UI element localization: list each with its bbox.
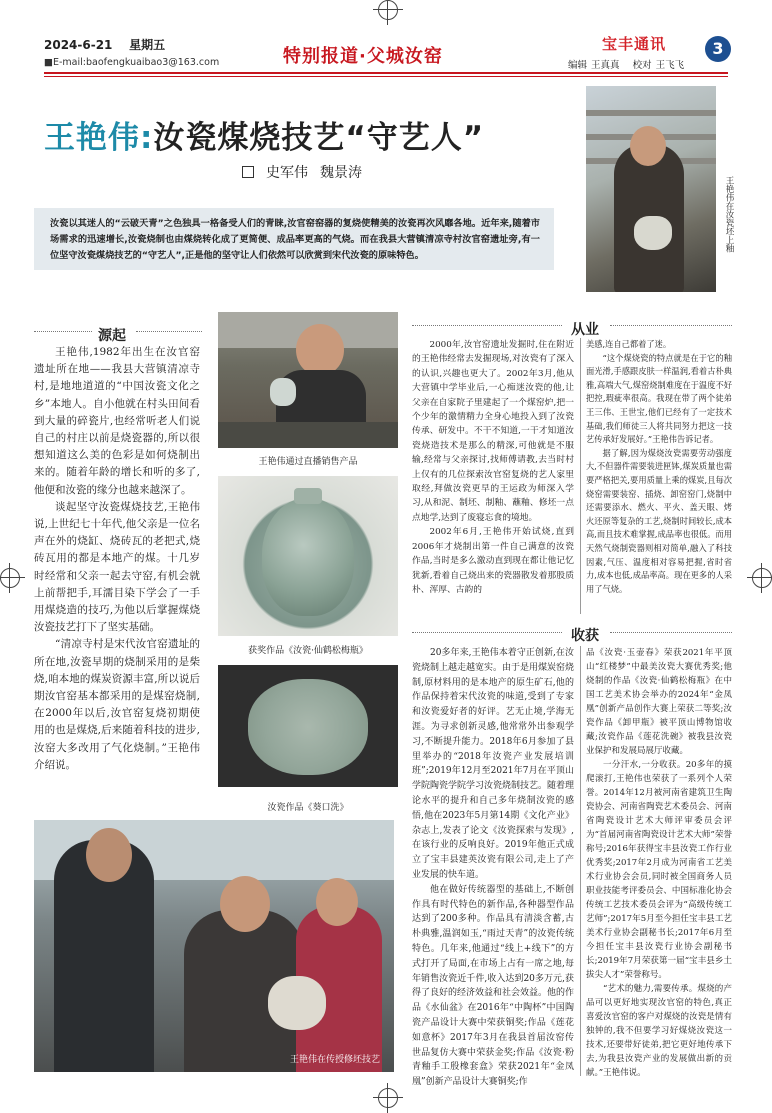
page-number-badge: 3: [705, 36, 731, 62]
caption-photo3: 汝瓷作品《葵口洗》: [267, 803, 349, 813]
hero-photo: [586, 86, 716, 292]
divider: [412, 632, 562, 633]
headline: 王艳伟:汝瓷煤烧技艺“守艺人”: [44, 120, 485, 156]
registration-mark: [0, 568, 20, 588]
photo-livestream: [218, 312, 398, 448]
heading-harvest: 收获: [571, 628, 599, 644]
caption-photo1: 王艳伟通过直播销售产品: [258, 457, 358, 467]
registration-mark: [752, 568, 772, 588]
byline: 史军伟 魏景涛: [242, 162, 374, 182]
divider: [136, 331, 202, 332]
byline-box-icon: [242, 166, 254, 178]
heading-origin: 源起: [98, 328, 126, 344]
divider: [610, 632, 732, 633]
photo-teaching: [34, 820, 394, 1072]
contact-email: ■E-mail:baofengkuaibao3@163.com: [44, 57, 220, 68]
divider: [412, 325, 562, 326]
practice-text-col-a: 2000年,汝官窑遗址发掘时,住在附近的王艳伟经常去发掘现场,对汝瓷有了深入的认识,兴趣也更大了。2002年3月,他从大营镇中学毕业后,一心痴迷汝瓷的他,让父亲在自家院子里建起了一个煤窑炉,把一个少年的激情精力全身心地投入到了汝瓷传承、研发中。不干不知道,一干才知道汝瓷烧造技术是那么的精深,可他就是不服输,经常与父亲探讨,找师傅请教,去当时村上仅有的几位探索汝官窑复烧的艺人家里取经,拜做汝瓷更早的王运政为师深入学习,从和泥、制坯、制釉、蘸釉、修坯一点点地学,达到了废寝忘食的境地。 2002年6月,王艳伟开始试烧,直到2006年才烧制出第一件自己满意的汝瓷作品,当时是多么激动直到现在都让他记忆犹新,看着自己烧出来的瓷器散发着那股质朴、浑厚、古韵的: [412, 340, 574, 595]
divider: [610, 325, 732, 326]
harvest-text-col-b: 品《汝瓷·玉壶春》荣获2021年平顶山“红楼梦”中最美汝瓷大赛优秀奖;他烧制的作品《汝瓷·仙鹤松梅瓶》在中国工艺美术协会举办的2024年“金凤凰”创新产品创作大赛上荣获二等奖;汝瓷作品《卸甲瓶》被平顶山博物馆收藏;汝瓷作品《莲花洗碗》被我县汝瓷业保护和发展局展厅收藏。 一分汗水,一分收获。20多年的摸爬滚打,王艳伟也荣获了一系列个人荣誉。2014年12月被河南省建筑卫生陶瓷协会、河南省陶瓷艺术委员会、河南省陶瓷设计艺术大师评审委员会评为“首届河南省陶瓷设计艺术大师”荣誉称号;2016年获得宝丰县汝瓷工作行业优秀奖;2017年2月成为河南省工艺美术行业协会会员,同时被全国商务人员职业技能考评委员会、中国标准化协会传统工艺技术委员会评为“高级传统工艺师”;2017年5月至今担任宝丰县工艺美术行业协会副秘书长;2017年6月至今担任宝丰县汝瓷行业协会副秘书长;2019年7月荣获第一届“宝丰县乡土拔尖人才”荣誉称号。 “艺术的魅力,需要传承。煤烧的产品可以更好地实现汝官窑的特色,真正喜爱汝官窑的客户对煤烧的汝瓷是情有独钟的,我不但要学习好煤烧汝瓷这一技术,还要带好徒弟,把它更好地传承下去,为我县汝瓷产业的发展做出新的贡献。”王艳伟说。: [586, 648, 732, 1078]
heading-practice: 从业: [571, 322, 599, 338]
header-rule-thin: [44, 76, 728, 77]
intro-text: 汝瓷以其迷人的“云破天青”之色独具一格备受人们的青睐,汝官窑窑器的复烧使精美的汝瓷再次风靡各地。近年来,随着市场需求的迅速增长,汝瓷烧制也由煤烧转化成了更简便、成品率更高的气烧。而在我县大营镇清凉寺村汝官窑遗址旁,有一位坚守汝瓷煤烧技艺的“守艺人”,正是他的坚守让人们依然可以欣赏到宋代汝瓷的原味特色。: [50, 218, 540, 261]
caption-photo2: 获奖作品《汝瓷·仙鹤松梅瓶》: [248, 646, 368, 656]
registration-mark: [378, 1088, 398, 1108]
photo-vase: [218, 476, 398, 636]
column-separator: [580, 338, 581, 614]
hero-caption: 王艳伟在汝瓷坯上釉: [724, 176, 734, 253]
photo-bowl: [218, 665, 398, 787]
masthead-logo: 宝丰通讯: [602, 35, 667, 53]
registration-mark: [378, 0, 398, 20]
origin-text: 王艳伟,1982年出生在汝官窑遗址所在地——我县大营镇清凉寺村,是地地道道的“中国汝瓷文化之乡”本地人。自小他就在村头田间看到大量的碎瓷片,也经常听老人们说自己的村庄以前是烧瓷器的,所以很想知道这么美的色彩是如何烧制出来的。随着年龄的增长和听的多了,他便和汝瓷的缘分也越来越深了。 谈起坚守汝瓷煤烧技艺,王艳伟说,上世纪七十年代,他父亲是一位名声在外的烧缸、烧砖瓦的老把式,烧砖瓦用的都是本地产的煤。十几岁时经常和父亲一起去守窑,有机会就上前帮把手,耳濡目染下学会了一手用煤烧造的技巧,为他以后掌握煤烧汝瓷技艺打下了坚实基础。 “清凉寺村是宋代汝官窑遗址的所在地,汝瓷早期的烧制采用的是柴烧,咱本地的煤炭资源丰富,所以说后期汝官窑基本都采用的是煤窑烧制,在2000年以后,汝官窑复烧初期使用的也是煤烧,后来随着科技的进步,汝窑大多改用了气化烧制。”王艳伟介绍说。: [34, 346, 200, 771]
practice-text-col-b: 美感,连自己都着了迷。 “这个煤烧瓷的特点就是在于它的釉面光滑,手感跟皮肤一样温润,看着古朴典雅,高端大气,煤窑烧制难度在于温度不好把控,瑕疵率很高。我现在带了两个徒弟王三伟、王世宝,他们已经有了一定技术基础,我们师徒三人将共同努力把这一技艺传承好发展好。”王艳伟告诉记者。 据了解,因为煤烧汝瓷需要劳动强度大,不但器件需要装进匣钵,煤炭质量也需要严格把关,要用质量上乘的煤炭,且每次烧窑需要装窑、插烧、卸窑窑门,烧制中还需要添水、燃火、平火、盖天眼、烤火还原等复杂的工艺,烧制时间较长,成本高,而且技术难掌握,成品率也很低。而用天然气烧制瓷器则相对简单,融入了科技因素,气压、温度相对容易把握,省时省力,成本也低,成品率高。现在更多的人采用了气烧。: [586, 339, 732, 594]
editor-credits: 编辑 王真真 校对 王飞飞: [568, 60, 685, 71]
section-title: 特别报道·父城汝窑: [283, 46, 443, 67]
column-separator: [580, 646, 581, 1076]
harvest-text-col-a: 20多年来,王艳伟本着守正创新,在汝瓷烧制上越走越宽实。由于是用煤炭窑烧制,原材料用的是本地产的原生矿石,他的作品保持着宋代汝瓷的味道,受到了专家和汝瓷爱好者的好评。艺无止境,学海无涯。为寻求创新灵感,他常常外出参观学习,不断提升能力。2018年6月参加了县里举办的“2018年汝瓷产业发展培训班”;2019年12月至2021年7月在平顶山学院陶瓷学院学习汝瓷烧制技艺。随着理论水平的提升和自己多年烧制汝瓷的感悟,他在2023年5月第14期《文化产业》杂志上,发表了论文《汝瓷探索与发现》,在该行业的反响良好。2019年他正式成立了宝丰县建英汝瓷有限公司,走上了产业发展的快车道。 他在做好传统器型的基础上,不断创作具有时代特色的新作品,各种器型作品达到了200多种。作品具有清淡含蓄,古朴典雅,温润如玉,“雨过天青”的汝瓷传统特色。几年来,他通过“线上+线下”的方式打开了局面,在市场上占有一席之地,每年销售汝瓷近千件,收入达到20多万元,获得了良好的经济效益和社会效益。他的作品《水仙盆》在2016年“中陶杯”中国陶瓷产品设计大赛中荣获铜奖;作品《莲花如意杯》2017年3月在我县首届汝窑传世品复仿大赛中荣获金奖;作品《汝瓷·粉青釉手工殷橡套盒》荣获2021年“金凤凰”创新产品设计大赛铜奖;作: [412, 648, 575, 1088]
issue-date: 2024-6-21 星期五: [44, 38, 166, 52]
caption-photo4: 王艳伟在传授修坯技艺: [290, 1055, 381, 1065]
header-rule: [44, 72, 728, 74]
divider: [34, 331, 92, 332]
